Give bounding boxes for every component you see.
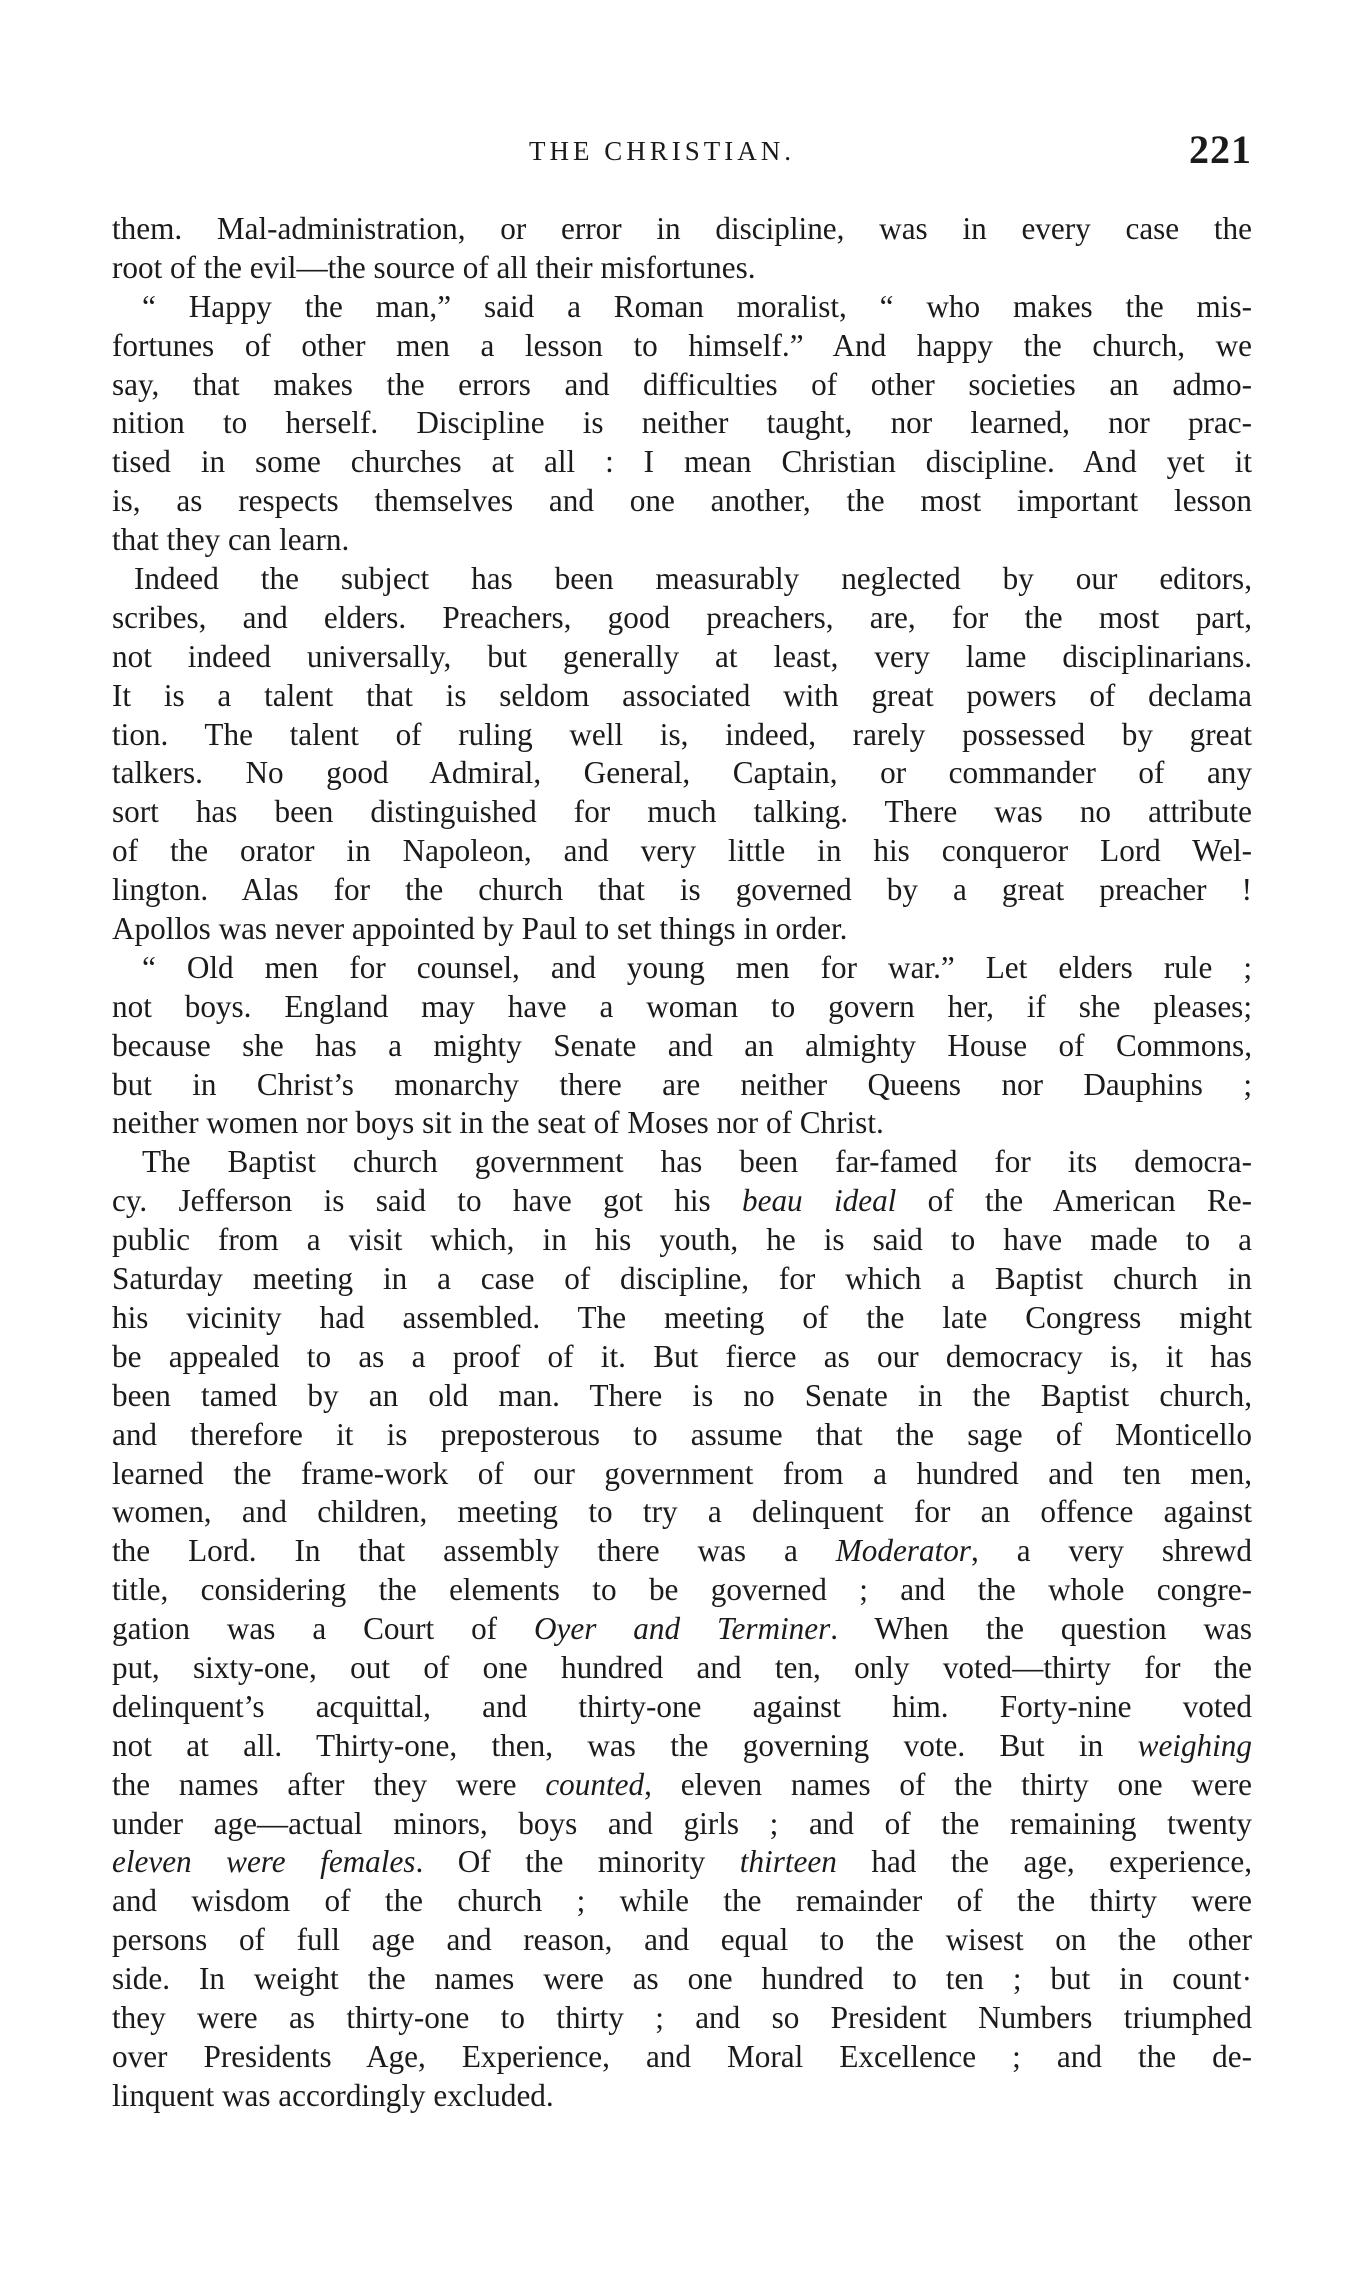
text-line: tised in some churches at all : I mean Christian discipline. And yet it bbox=[112, 444, 1252, 480]
text-line: but in Christ’s monarchy there are neither Queens nor Dauphins ; bbox=[112, 1066, 1252, 1102]
running-title: THE CHRISTIAN. bbox=[529, 136, 795, 166]
text-line: sort has been distinguished for much talking. There was no attribute bbox=[112, 794, 1252, 830]
text-line: eleven were females. Of the minority thirteen had the age, experience, bbox=[112, 1844, 1252, 1880]
text-line: and therefore it is preposterous to assume that the sage of Monticello bbox=[112, 1416, 1252, 1452]
text-line: that they can learn. bbox=[112, 522, 350, 558]
text-line: “ Happy the man,” said a Roman moralist, “ who makes the mis- bbox=[142, 288, 1252, 324]
text-line: be appealed to as a proof of it. But fierce as our democracy is, it has bbox=[112, 1338, 1252, 1374]
text-line: It is a talent that is seldom associated with great powers of declama bbox=[112, 677, 1252, 713]
text-line: Apollos was never appointed by Paul to set things in order. bbox=[112, 911, 848, 947]
text-line: over Presidents Age, Experience, and Moral Excellence ; and the de- bbox=[112, 2038, 1252, 2074]
text-line: neither women nor boys sit in the seat of Moses nor of Christ. bbox=[112, 1105, 884, 1141]
text-line: delinquent’s acquittal, and thirty-one against him. Forty-nine voted bbox=[112, 1688, 1252, 1724]
text-line: the Lord. In that assembly there was a Moderator, a very shrewd bbox=[112, 1533, 1252, 1569]
text-line: put, sixty-one, out of one hundred and ten, only voted—thirty for the bbox=[112, 1649, 1252, 1685]
text-line: not at all. Thirty-one, then, was the governing vote. But in weighing bbox=[112, 1727, 1252, 1763]
text-line: side. In weight the names were as one hundred to ten ; but in count· bbox=[112, 1961, 1252, 1997]
text-line: the names after they were counted, eleven names of the thirty one were bbox=[112, 1766, 1253, 1802]
text-line: cy. Jefferson is said to have got his beau ideal of the American Re- bbox=[112, 1183, 1253, 1219]
text-line: nition to herself. Discipline is neither taught, nor learned, nor prac- bbox=[112, 405, 1252, 441]
text-line: of the orator in Napoleon, and very little in his conqueror Lord Wel- bbox=[112, 833, 1252, 869]
text-line: persons of full age and reason, and equal to the wisest on the other bbox=[112, 1922, 1252, 1958]
text-line: talkers. No good Admiral, General, Captain, or commander of any bbox=[112, 755, 1252, 791]
text-line: tion. The talent of ruling well is, indeed, rarely possessed by great bbox=[112, 716, 1252, 752]
text-line: public from a visit which, in his youth, he is said to have made to a bbox=[112, 1222, 1252, 1258]
text-line: them. Mal-administration, or error in discipline, was in every case the bbox=[112, 211, 1252, 246]
text-line: under age—actual minors, boys and girls ; and of the remaining twenty bbox=[112, 1805, 1252, 1841]
paragraph bbox=[112, 288, 1252, 560]
text-line: because she has a mighty Senate and an almighty House of Commons, bbox=[112, 1027, 1252, 1063]
text-line: scribes, and elders. Preachers, good preachers, are, for the most part, bbox=[112, 599, 1252, 635]
text-line: linquent was accordingly excluded. bbox=[112, 2077, 554, 2113]
text-line: root of the evil—the source of all their misfortunes. bbox=[112, 249, 756, 285]
text-line: been tamed by an old man. There is no Senate in the Baptist church, bbox=[112, 1377, 1252, 1413]
text-line: learned the frame-work of our government from a hundred and ten men, bbox=[112, 1455, 1252, 1491]
page-number: 221 bbox=[1189, 127, 1252, 172]
book-page bbox=[112, 120, 1252, 2116]
text-line: title, considering the elements to be governed ; and the whole congre- bbox=[112, 1572, 1252, 1608]
text-line: fortunes of other men a lesson to himself.” And happy the church, we bbox=[112, 327, 1252, 363]
text-line: is, as respects themselves and one another, the most important lesson bbox=[112, 483, 1252, 519]
text-line: they were as thirty-one to thirty ; and so President Numbers triumphed bbox=[112, 1999, 1252, 2035]
text-line: women, and children, meeting to try a delinquent for an offence against bbox=[112, 1494, 1252, 1530]
body-text bbox=[112, 210, 1252, 2116]
text-line: his vicinity had assembled. The meeting of the late Congress might bbox=[112, 1299, 1252, 1335]
text-line: The Baptist church government has been far-famed for its democra- bbox=[142, 1144, 1252, 1180]
text-line: say, that makes the errors and difficulties of other societies an admo- bbox=[112, 366, 1252, 402]
text-line: and wisdom of the church ; while the remainder of the thirty were bbox=[112, 1883, 1252, 1919]
text-line: lington. Alas for the church that is governed by a great preacher ! bbox=[112, 872, 1252, 908]
paragraph bbox=[112, 949, 1252, 1143]
text-line: Saturday meeting in a case of discipline, for which a Baptist church in bbox=[112, 1261, 1252, 1297]
text-line: gation was a Court of Oyer and Terminer. When the question was bbox=[112, 1611, 1252, 1647]
paragraph bbox=[112, 560, 1252, 949]
running-head bbox=[112, 120, 1252, 180]
text-line: not boys. England may have a woman to govern her, if she pleases; bbox=[112, 988, 1252, 1024]
paragraph bbox=[112, 1143, 1252, 2115]
paragraph bbox=[112, 210, 1252, 288]
text-line: not indeed universally, but generally at least, very lame disciplinarians. bbox=[112, 638, 1252, 674]
text-line: “ Old men for counsel, and young men for war.” Let elders rule ; bbox=[142, 949, 1252, 985]
text-line: Indeed the subject has been measurably neglected by our editors, bbox=[134, 561, 1252, 597]
